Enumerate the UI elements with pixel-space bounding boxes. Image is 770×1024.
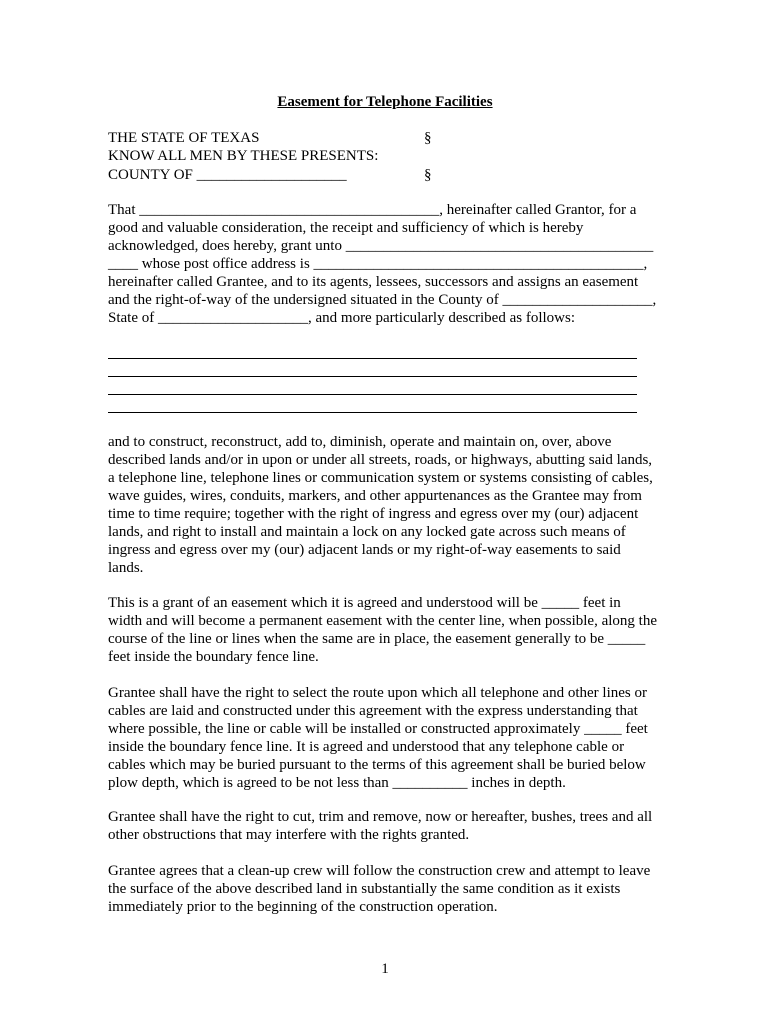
text-line: feet inside the boundary fence line. bbox=[108, 649, 319, 665]
text-line: where possible, the line or cable will be installed or constructed approximately _____ feet bbox=[108, 721, 648, 737]
section-mark: § bbox=[424, 130, 432, 146]
section-mark: § bbox=[424, 167, 432, 183]
description-blank-line bbox=[108, 412, 637, 413]
paragraph-easement-width bbox=[108, 594, 668, 666]
text-line: a telephone line, telephone lines or communication system or systems consisting of cables, bbox=[108, 470, 653, 486]
header-know-all: KNOW ALL MEN BY THESE PRESENTS: bbox=[108, 148, 379, 164]
text-line: described lands and/or in upon or under all streets, roads, or highways, abutting said lands, bbox=[108, 452, 653, 468]
text-line: Grantee shall have the right to cut, trim and remove, now or hereafter, bushes, trees and all bbox=[108, 809, 653, 825]
paragraph-grant bbox=[108, 201, 668, 327]
text-line: cables are laid and constructed under this agreement with the express understanding that bbox=[108, 703, 638, 719]
text-line: lands, and right to install and maintain a lock on any locked gate across such means of bbox=[108, 524, 626, 540]
text-line: This is a grant of an easement which it is agreed and understood will be _____ feet in bbox=[108, 595, 621, 611]
text-line: hereinafter called Grantee, and to its agents, lessees, successors and assigns an easement bbox=[108, 274, 639, 290]
text-line: State of ____________________, and more particularly described as follows: bbox=[108, 310, 575, 326]
text-line: lands. bbox=[108, 560, 144, 576]
paragraph-route bbox=[108, 684, 668, 792]
text-line: good and valuable consideration, the receipt and sufficiency of which is hereby bbox=[108, 220, 584, 236]
paragraph-trim bbox=[108, 808, 668, 844]
header-county: COUNTY OF ____________________ bbox=[108, 167, 347, 183]
paragraph-cleanup bbox=[108, 862, 668, 916]
text-line: wave guides, wires, conduits, markers, and other appurtenances as the Grantee may from bbox=[108, 488, 642, 504]
text-line: acknowledged, does hereby, grant unto _________________________________________ bbox=[108, 238, 654, 254]
description-blank-line bbox=[108, 376, 637, 377]
text-line: time to time require; together with the right of ingress and egress over my (our) adjacent bbox=[108, 506, 639, 522]
text-line: Grantee shall have the right to select the route upon which all telephone and other lines or bbox=[108, 685, 647, 701]
text-line: other obstructions that may interfere with the rights granted. bbox=[108, 827, 470, 843]
text-line: That ________________________________________, hereinafter called Grantor, for a bbox=[108, 202, 637, 218]
text-line: course of the line or lines when the same are in place, the easement generally to be _____ bbox=[108, 631, 646, 647]
text-line: ____ whose post office address is ____________________________________________, bbox=[108, 256, 648, 272]
text-line: cables which may be buried pursuant to the terms of this agreement shall be buried below bbox=[108, 757, 646, 773]
text-line: width and will become a permanent easement with the center line, when possible, along the bbox=[108, 613, 657, 629]
description-blank-line bbox=[108, 394, 637, 395]
text-line: inside the boundary fence line. It is agreed and understood that any telephone cable or bbox=[108, 739, 625, 755]
text-line: and to construct, reconstruct, add to, diminish, operate and maintain on, over, above bbox=[108, 434, 612, 450]
page-number: 1 bbox=[381, 961, 389, 977]
text-line: immediately prior to the beginning of the construction operation. bbox=[108, 899, 498, 915]
header-state: THE STATE OF TEXAS bbox=[108, 130, 260, 146]
text-line: and the right-of-way of the undersigned situated in the County of ____________________, bbox=[108, 292, 657, 308]
text-line: ingress and egress over my (our) adjacent lands or my right-of-way easements to said bbox=[108, 542, 621, 558]
text-line: Grantee agrees that a clean-up crew will follow the construction crew and attempt to leave bbox=[108, 863, 651, 879]
text-line: plow depth, which is agreed to be not less than __________ inches in depth. bbox=[108, 775, 566, 791]
document-title: Easement for Telephone Facilities bbox=[277, 94, 493, 110]
paragraph-construct bbox=[108, 433, 668, 577]
description-blank-line bbox=[108, 358, 637, 359]
text-line: the surface of the above described land in substantially the same condition as it exists bbox=[108, 881, 621, 897]
